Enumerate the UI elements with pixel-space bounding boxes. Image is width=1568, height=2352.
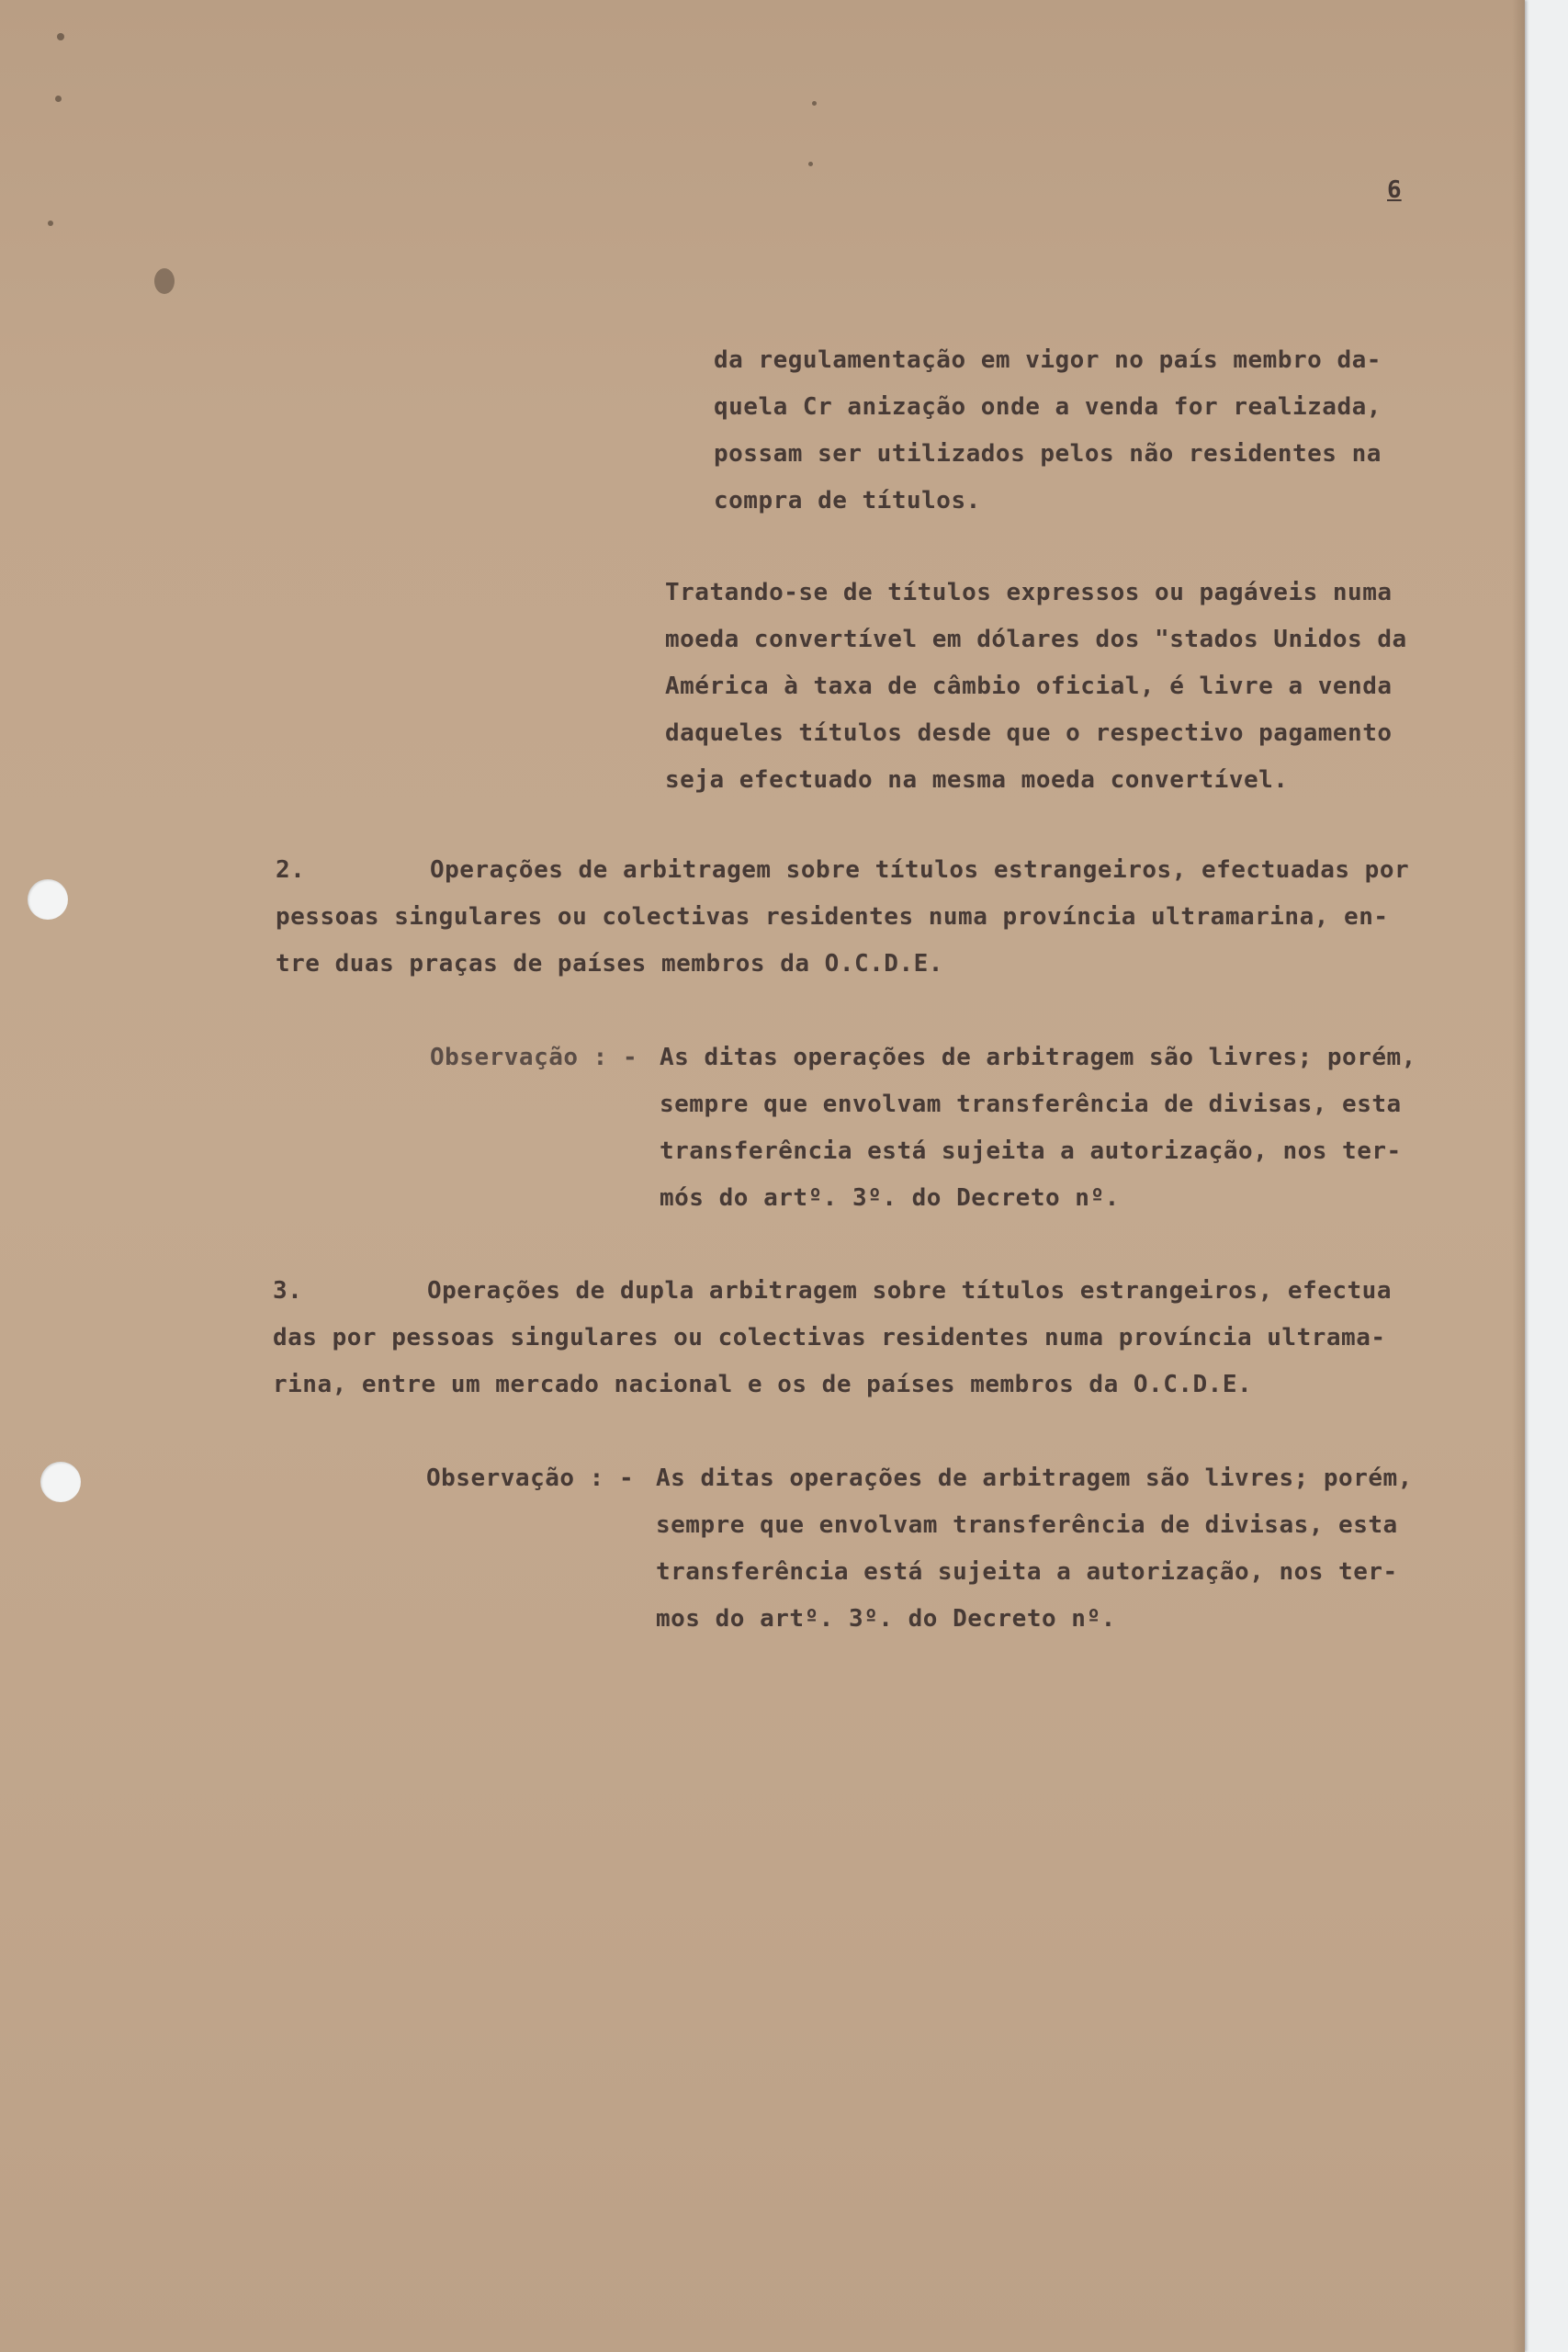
tratando-line: daqueles títulos desde que o respectivo pagamento (665, 719, 1393, 747)
item3-observation-label: Observação : - (426, 1464, 635, 1492)
item2-line: Operações de arbitragem sobre títulos estrangeiros, efectuadas por (430, 856, 1410, 884)
tratando-line: Tratando-se de títulos expressos ou pagáveis numa (665, 579, 1393, 606)
item-number-3: 3. (273, 1277, 303, 1305)
continuation-line: da regulamentação em vigor no país membro da- (714, 346, 1382, 374)
item3-line: rina, entre um mercado nacional e os de países membros da O.C.D.E. (273, 1371, 1253, 1398)
speck (812, 101, 817, 106)
item2-observation-line: As ditas operações de arbitragem são livres; porém, (660, 1044, 1416, 1071)
page-number: 6 (1387, 176, 1402, 204)
item2-line: pessoas singulares ou colectivas residentes numa província ultramarina, en- (276, 903, 1389, 931)
continuation-line: compra de títulos. (714, 487, 981, 514)
item3-observation-line: transferência está sujeita a autorização, nos ter- (656, 1558, 1398, 1586)
item-number-2: 2. (276, 856, 306, 884)
item2-observation-label: Observação : - (430, 1044, 638, 1071)
punch-hole-bottom (40, 1462, 81, 1502)
speck (48, 220, 53, 226)
page-edge-shadow (1512, 0, 1525, 2352)
tratando-line: moeda convertível em dólares dos "stados Unidos da (665, 626, 1407, 653)
ink-blot (154, 268, 175, 294)
item2-observation-line: mós do artº. 3º. do Decreto nº. (660, 1184, 1120, 1212)
item3-observation-line: mos do artº. 3º. do Decreto nº. (656, 1605, 1116, 1633)
speck (57, 33, 64, 40)
speck (55, 96, 62, 102)
punch-hole-top (28, 879, 68, 920)
item3-observation-line: sempre que envolvam transferência de divisas, esta (656, 1511, 1398, 1539)
item2-line: tre duas praças de países membros da O.C.D.E. (276, 950, 943, 978)
item2-observation-line: sempre que envolvam transferência de divisas, esta (660, 1091, 1402, 1118)
item2-observation-line: transferência está sujeita a autorização, nos ter- (660, 1137, 1402, 1165)
item3-line: Operações de dupla arbitragem sobre títulos estrangeiros, efectua (427, 1277, 1392, 1305)
tratando-line: seja efectuado na mesma moeda convertível. (665, 766, 1289, 794)
speck (808, 162, 813, 166)
item3-observation-line: As ditas operações de arbitragem são livres; porém, (656, 1464, 1413, 1492)
continuation-line: possam ser utilizados pelos não residentes na (714, 440, 1382, 468)
tratando-line: América à taxa de câmbio oficial, é livre a venda (665, 673, 1393, 700)
continuation-line: quela Cr anização onde a venda for realizada, (714, 393, 1382, 421)
item3-line: das por pessoas singulares ou colectivas residentes numa província ultrama- (273, 1324, 1386, 1351)
